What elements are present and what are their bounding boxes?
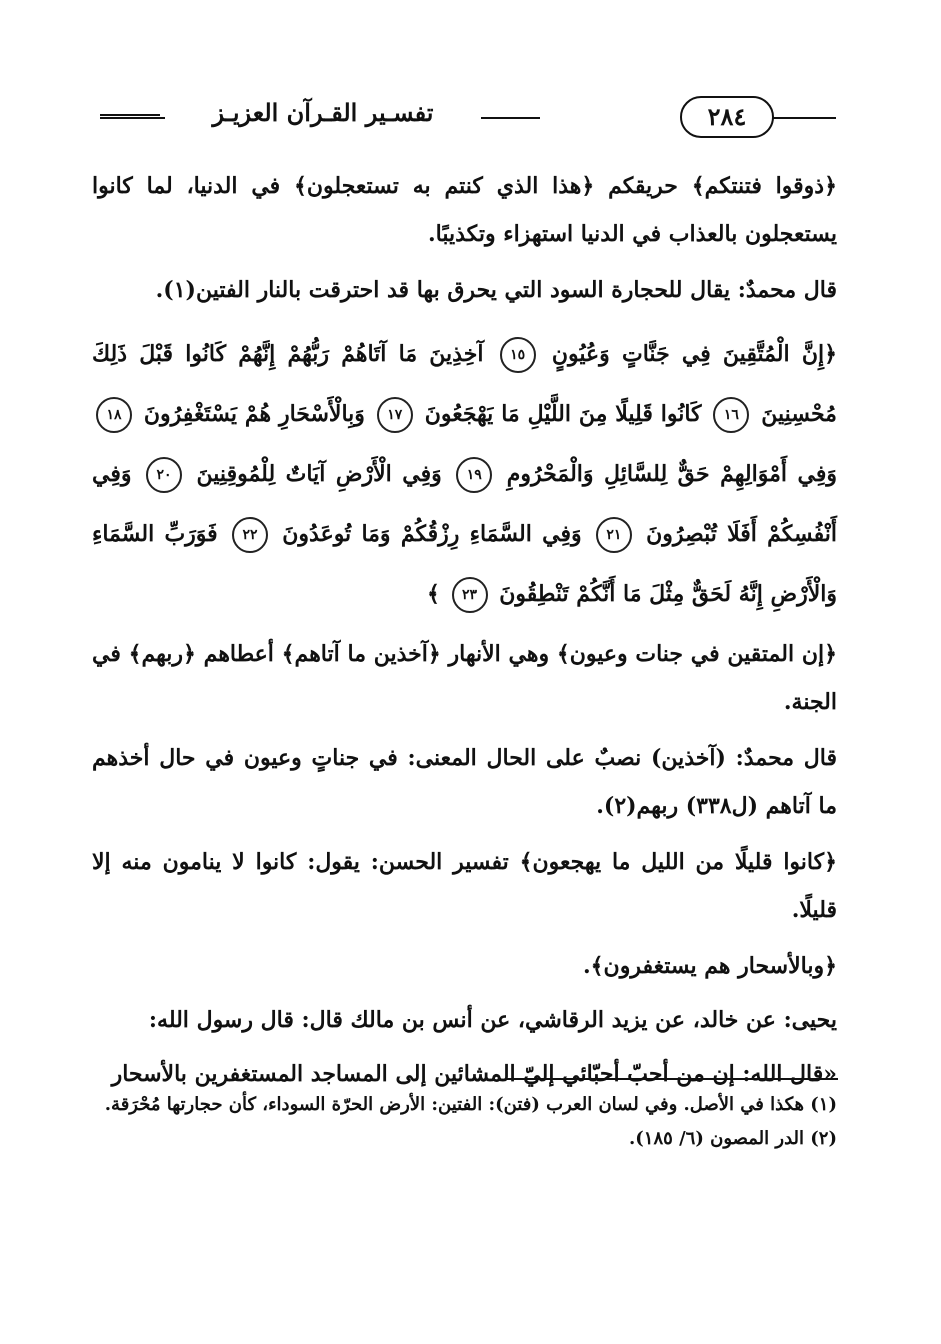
header-rule-right: [770, 117, 836, 119]
footnote-2: (٢) الدر المصون (٦/ ١٨٥).: [628, 1128, 837, 1149]
ayah-number-18: ١٨: [96, 397, 132, 433]
footnote-separator: [505, 1078, 838, 1080]
main-text: [92, 162, 837, 1104]
paragraph-8: «قال الله: إن من أحبّ أحبّائي إليّ المشائين إلى المساجد المستغفرين بالأسحار: [111, 1061, 837, 1087]
page-number: ٢٨٤: [680, 96, 774, 138]
ayah-number-22: ٢٢: [232, 517, 268, 553]
ayah-number-19: ١٩: [456, 457, 492, 493]
paragraph-1: ﴿ذوقوا فتنتكم﴾ حريقكم ﴿هذا الذي كنتم به تستعجلون﴾ في الدنيا، لما كانوا يستعجلون بالعذاب في الدنيا استهزاء وتكذيبًا.: [92, 173, 837, 247]
footnotes: [92, 1090, 837, 1158]
ayah-number-20: ٢٠: [146, 457, 182, 493]
ayah-number-16: ١٦: [713, 397, 749, 433]
paragraph-7: يحيى: عن خالد، عن يزيد الرقاشي، عن أنس بن مالك قال: قال رسول الله:: [148, 1007, 837, 1033]
paragraph-6: ﴿وبالأسحار هم يستغفرون﴾.: [582, 953, 837, 979]
ayah-number-15: ١٥: [500, 337, 536, 373]
footnote-1: (١) هكذا في الأصل. وفي لسان العرب (فتن): الفتين: الأرض الحرّة السوداء، كأن حجارتها مُحْرَقة.: [104, 1094, 837, 1115]
running-title: تفسـير القـرآن العزيـز: [165, 98, 481, 127]
page-header: [80, 88, 840, 148]
ayah-text-23: فَوَرَبِّ السَّمَاءِ وَالْأَرْضِ إِنَّهُ لَحَقٌّ مِثْلَ مَا أَنَّكُمْ تَنْطِقُونَ: [92, 521, 837, 607]
header-title-dash: [100, 114, 160, 116]
quran-close-bracket: ﴾: [426, 581, 440, 607]
ayah-number-17: ١٧: [377, 397, 413, 433]
ayah-number-21: ٢١: [596, 517, 632, 553]
paragraph-5: ﴿كانوا قليلًا من الليل ما يهجعون﴾ تفسير الحسن: يقول: كانوا لا ينامون منه إلا قليلًا.: [92, 849, 837, 923]
ayah-text-17: كَانُوا قَلِيلًا مِنَ اللَّيْلِ مَا يَهْجَعُونَ: [424, 401, 702, 427]
ayah-text-21: وَفِي أَنْفُسِكُمْ أَفَلَا تُبْصِرُونَ: [92, 461, 837, 547]
quran-passage: [92, 324, 837, 624]
paragraph-2: قال محمدٌ: يقال للحجارة السود التي يحرق بها قد احترقت بالنار الفتين(١).: [155, 277, 837, 303]
ayah-text-15: ﴿إِنَّ الْمُتَّقِينَ فِي جَنَّاتٍ وَعُيُونٍ: [551, 341, 837, 367]
ayah-text-18: وَبِالْأَسْحَارِ هُمْ يَسْتَغْفِرُونَ: [143, 401, 365, 427]
ayah-text-22: وَفِي السَّمَاءِ رِزْقُكُمْ وَمَا تُوعَدُونَ: [282, 521, 582, 547]
ayah-number-23: ٢٣: [452, 577, 488, 613]
paragraph-3: ﴿إن المتقين في جنات وعيون﴾ وهي الأنهار ﴿آخذين ما آتاهم﴾ أعطاهم ﴿ربهم﴾ في الجنة.: [92, 641, 837, 715]
ayah-text-20: وَفِي الْأَرْضِ آيَاتٌ لِلْمُوقِنِينَ: [196, 461, 442, 487]
paragraph-4: قال محمدٌ: (آخذين) نصبٌ على الحال المعنى: في جناتٍ وعيون في حال أخذهم ما آتاهم (ل٣٣٨) ربهم(٢).: [92, 745, 837, 819]
ayah-text-16: آخِذِينَ مَا آتَاهُمْ رَبُّهُمْ إِنَّهُمْ كَانُوا قَبْلَ ذَلِكَ مُحْسِنِينَ: [92, 341, 837, 427]
ayah-text-19: وَفِي أَمْوَالِهِمْ حَقٌّ لِلسَّائِلِ وَالْمَحْرُومِ: [506, 461, 837, 487]
